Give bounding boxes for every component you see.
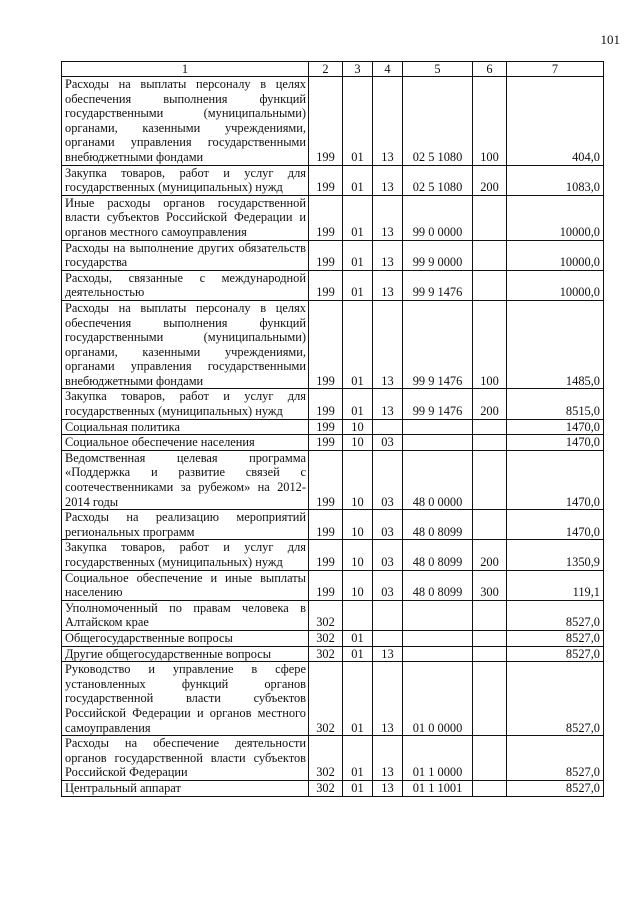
header-cell-6: 6 (473, 62, 507, 77)
target-article-code (403, 435, 473, 451)
section-code: 01 (343, 780, 373, 796)
target-article-code (403, 630, 473, 646)
table-body (62, 77, 604, 797)
target-article-code: 01 1 1001 (403, 780, 473, 796)
page-number: 101 (600, 32, 620, 47)
section-code: 10 (343, 510, 373, 540)
subsection-code: 13 (373, 77, 403, 166)
admin-code: 199 (309, 419, 343, 435)
amount: 404,0 (507, 77, 604, 166)
admin-code: 302 (309, 780, 343, 796)
target-article-code: 99 9 1476 (403, 270, 473, 300)
subsection-code: 13 (373, 736, 403, 781)
subsection-code: 13 (373, 270, 403, 300)
row-name: Общегосударственные вопросы (62, 630, 309, 646)
section-code: 01 (343, 165, 373, 195)
amount: 10000,0 (507, 195, 604, 240)
section-code: 10 (343, 450, 373, 509)
admin-code: 199 (309, 165, 343, 195)
row-name: Закупка товаров, работ и услуг для государственных (муниципальных) нужд (62, 540, 309, 570)
header-row (62, 62, 604, 77)
admin-code: 302 (309, 646, 343, 662)
table-row (62, 300, 604, 389)
amount: 1470,0 (507, 510, 604, 540)
expense-type-code (473, 435, 507, 451)
admin-code: 199 (309, 300, 343, 389)
admin-code: 302 (309, 736, 343, 781)
row-name: Центральный аппарат (62, 780, 309, 796)
target-article-code: 48 0 8099 (403, 540, 473, 570)
row-name: Ведомственная целевая программа «Поддержка и развитие связей с соотечественниками за рубежом» на 2012-2014 годы (62, 450, 309, 509)
amount: 1470,0 (507, 435, 604, 451)
admin-code: 199 (309, 77, 343, 166)
target-article-code (403, 600, 473, 630)
admin-code: 199 (309, 195, 343, 240)
expense-type-code: 200 (473, 540, 507, 570)
table-row (62, 77, 604, 166)
subsection-code: 03 (373, 510, 403, 540)
target-article-code: 99 9 1476 (403, 300, 473, 389)
subsection-code (373, 630, 403, 646)
section-code: 01 (343, 77, 373, 166)
expense-type-code (473, 450, 507, 509)
expense-type-code (473, 600, 507, 630)
admin-code: 302 (309, 600, 343, 630)
section-code: 01 (343, 630, 373, 646)
row-name: Расходы на выплаты персоналу в целях обеспечения выполнения функций государственными (муниципальными) органами, казенными учреждениями, органами управления государственными внебюджетными фондами (62, 300, 309, 389)
expense-type-code (473, 630, 507, 646)
section-code: 10 (343, 419, 373, 435)
amount: 8527,0 (507, 780, 604, 796)
header-cell-3: 3 (343, 62, 373, 77)
table-row (62, 600, 604, 630)
amount: 1350,9 (507, 540, 604, 570)
admin-code: 302 (309, 630, 343, 646)
subsection-code: 13 (373, 300, 403, 389)
amount: 119,1 (507, 570, 604, 600)
expense-type-code: 200 (473, 389, 507, 419)
target-article-code: 99 9 1476 (403, 389, 473, 419)
expense-type-code (473, 646, 507, 662)
expense-type-code (473, 240, 507, 270)
table-row (62, 270, 604, 300)
table-row (62, 662, 604, 736)
expense-type-code (473, 662, 507, 736)
section-code: 01 (343, 736, 373, 781)
row-name: Социальное обеспечение населения (62, 435, 309, 451)
target-article-code: 01 1 0000 (403, 736, 473, 781)
row-name: Расходы, связанные с международной деятельностью (62, 270, 309, 300)
admin-code: 199 (309, 510, 343, 540)
admin-code: 199 (309, 270, 343, 300)
table-row (62, 195, 604, 240)
subsection-code (373, 419, 403, 435)
target-article-code: 48 0 0000 (403, 450, 473, 509)
admin-code: 199 (309, 240, 343, 270)
admin-code: 199 (309, 435, 343, 451)
subsection-code: 13 (373, 165, 403, 195)
table-row (62, 165, 604, 195)
row-name: Расходы на выплаты персоналу в целях обеспечения выполнения функций государственными (муниципальными) органами, казенными учреждениями, органами управления государственными внебюджетными фондами (62, 77, 309, 166)
amount: 1485,0 (507, 300, 604, 389)
target-article-code: 02 5 1080 (403, 77, 473, 166)
amount: 1470,0 (507, 419, 604, 435)
target-article-code: 48 0 8099 (403, 570, 473, 600)
amount: 8527,0 (507, 736, 604, 781)
target-article-code: 48 0 8099 (403, 510, 473, 540)
expense-type-code: 100 (473, 300, 507, 389)
table-row (62, 630, 604, 646)
subsection-code: 03 (373, 570, 403, 600)
amount: 8527,0 (507, 646, 604, 662)
target-article-code (403, 646, 473, 662)
amount: 8527,0 (507, 662, 604, 736)
section-code: 10 (343, 435, 373, 451)
header-cell-5: 5 (403, 62, 473, 77)
row-name: Уполномоченный по правам человека в Алтайском крае (62, 600, 309, 630)
row-name: Расходы на обеспечение деятельности органов государственной власти субъектов Российской Федерации (62, 736, 309, 781)
admin-code: 199 (309, 389, 343, 419)
target-article-code (403, 419, 473, 435)
amount: 10000,0 (507, 270, 604, 300)
admin-code: 302 (309, 662, 343, 736)
section-code: 01 (343, 270, 373, 300)
table-row (62, 240, 604, 270)
section-code: 01 (343, 646, 373, 662)
subsection-code: 03 (373, 450, 403, 509)
table-row (62, 510, 604, 540)
row-name: Руководство и управление в сфере установленных функций органов государственной власти субъектов Российской Федерации и органов местного самоуправления (62, 662, 309, 736)
table-row (62, 780, 604, 796)
row-name: Расходы на реализацию мероприятий региональных программ (62, 510, 309, 540)
table-row (62, 389, 604, 419)
subsection-code: 13 (373, 240, 403, 270)
row-name: Другие общегосударственные вопросы (62, 646, 309, 662)
section-code: 01 (343, 240, 373, 270)
subsection-code: 13 (373, 780, 403, 796)
target-article-code: 01 0 0000 (403, 662, 473, 736)
subsection-code: 13 (373, 646, 403, 662)
subsection-code: 03 (373, 435, 403, 451)
subsection-code: 13 (373, 662, 403, 736)
row-name: Иные расходы органов государственной власти субъектов Российской Федерации и органов местного самоуправления (62, 195, 309, 240)
table-row (62, 736, 604, 781)
amount: 8527,0 (507, 600, 604, 630)
amount: 1470,0 (507, 450, 604, 509)
expense-type-code (473, 736, 507, 781)
target-article-code: 99 0 0000 (403, 195, 473, 240)
table-row (62, 540, 604, 570)
section-code: 10 (343, 540, 373, 570)
subsection-code (373, 600, 403, 630)
section-code: 01 (343, 300, 373, 389)
row-name: Социальное обеспечение и иные выплаты населению (62, 570, 309, 600)
row-name: Закупка товаров, работ и услуг для государственных (муниципальных) нужд (62, 389, 309, 419)
expense-type-code (473, 419, 507, 435)
header-cell-2: 2 (309, 62, 343, 77)
amount: 10000,0 (507, 240, 604, 270)
subsection-code: 13 (373, 195, 403, 240)
table-row (62, 450, 604, 509)
section-code: 10 (343, 570, 373, 600)
header-cell-1: 1 (62, 62, 309, 77)
table-row (62, 570, 604, 600)
table-row (62, 646, 604, 662)
subsection-code: 13 (373, 389, 403, 419)
admin-code: 199 (309, 540, 343, 570)
expense-type-code (473, 780, 507, 796)
header-cell-4: 4 (373, 62, 403, 77)
target-article-code: 99 9 0000 (403, 240, 473, 270)
header-cell-7: 7 (507, 62, 604, 77)
expense-type-code (473, 510, 507, 540)
expense-type-code: 100 (473, 77, 507, 166)
row-name: Закупка товаров, работ и услуг для государственных (муниципальных) нужд (62, 165, 309, 195)
subsection-code: 03 (373, 540, 403, 570)
row-name: Социальная политика (62, 419, 309, 435)
expense-type-code: 200 (473, 165, 507, 195)
row-name: Расходы на выполнение других обязательств государства (62, 240, 309, 270)
amount: 8515,0 (507, 389, 604, 419)
table-row (62, 435, 604, 451)
section-code: 01 (343, 662, 373, 736)
table-row (62, 419, 604, 435)
target-article-code: 02 5 1080 (403, 165, 473, 195)
admin-code: 199 (309, 570, 343, 600)
section-code (343, 600, 373, 630)
amount: 8527,0 (507, 630, 604, 646)
amount: 1083,0 (507, 165, 604, 195)
admin-code: 199 (309, 450, 343, 509)
expense-type-code (473, 195, 507, 240)
section-code: 01 (343, 195, 373, 240)
expense-type-code (473, 270, 507, 300)
expense-type-code: 300 (473, 570, 507, 600)
section-code: 01 (343, 389, 373, 419)
budget-table (61, 61, 604, 797)
